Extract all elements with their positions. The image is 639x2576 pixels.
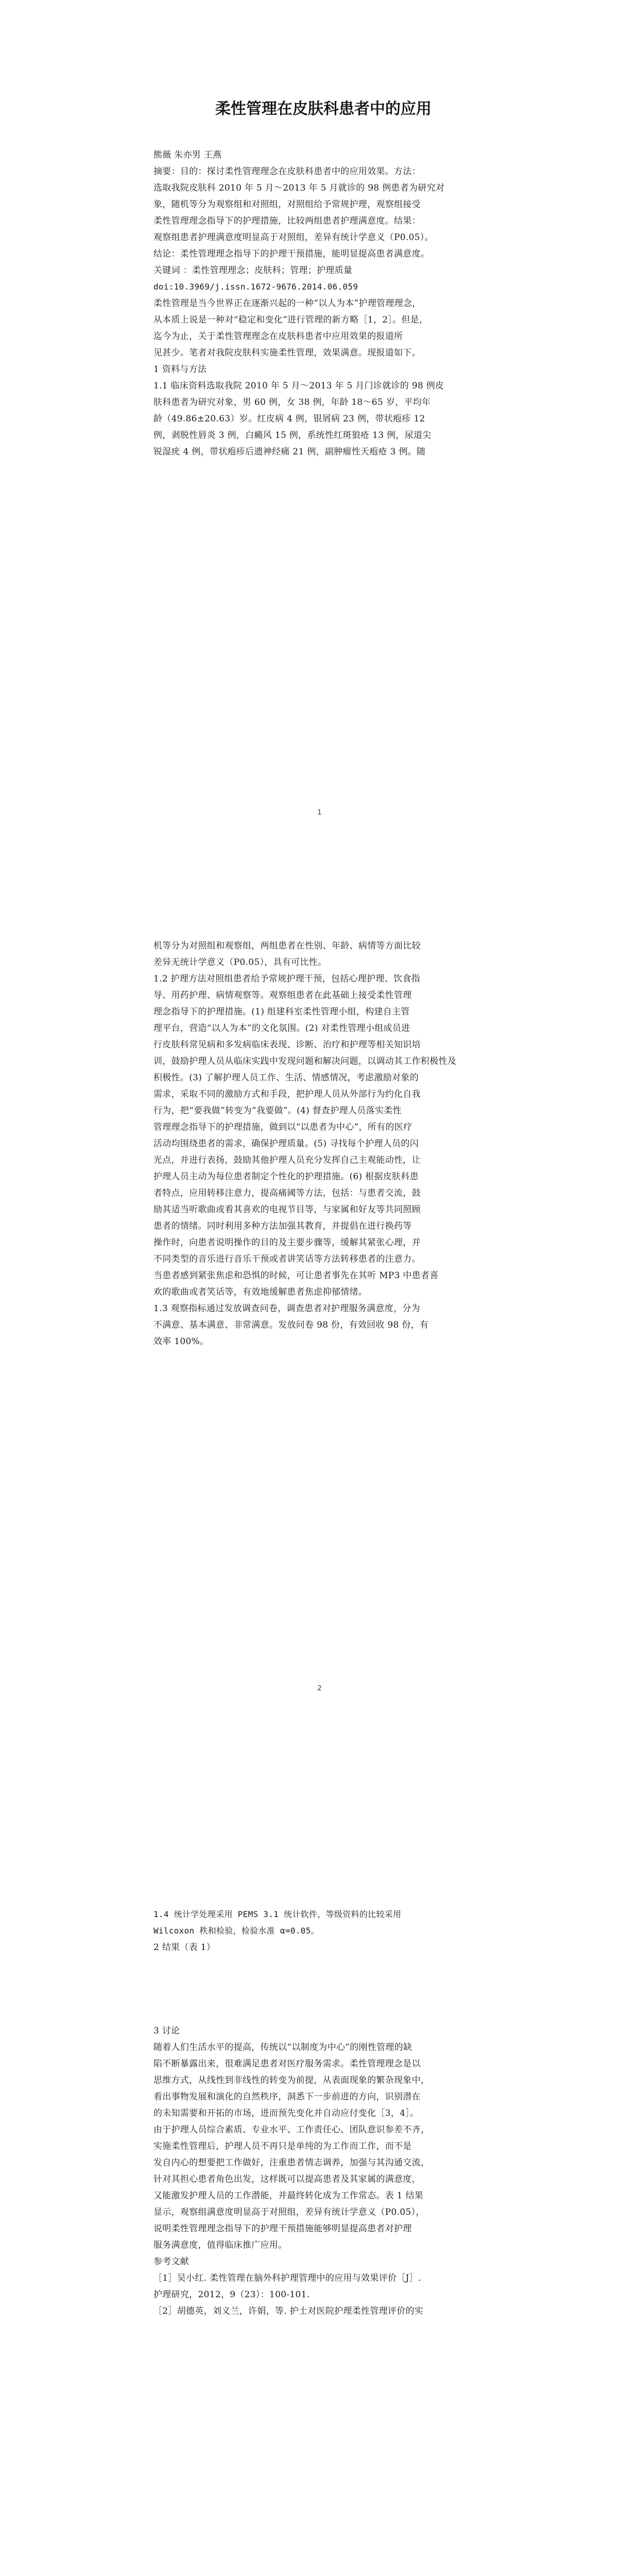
body-line: 光点，并进行表扬，鼓励其他护理人员充分发挥自己主观能动性，让 (153, 1155, 421, 1165)
section-1-1 (153, 378, 493, 460)
references-heading: 参考文献 (153, 2257, 189, 2267)
body-line: 的未知需要和开拓的市场，进而预先变化并自动应付变化［3，4］。 (153, 2108, 419, 2119)
body-line: 陷不断暴露出来，很难满足患者对医疗服务需求。柔性管理理念是以 (153, 2059, 421, 2069)
body-line: 服务满意度，值得临床推广应用。 (153, 2240, 287, 2250)
section-1-3 (153, 1300, 493, 1350)
body-line: Wilcoxon 秩和检验，检验水准 α=0.05。 (153, 1926, 319, 1936)
body-line: 随着人们生活水平的提高，传统以“以制度为中心”的刚性管理的缺 (153, 2042, 412, 2053)
body-line: 发自内心的想要把工作做好，注重患者情志调养，加强与其沟通交流， (153, 2158, 430, 2168)
reference-line: ［2］胡德英，刘义兰，许娟，等. 护士对医院护理柔性管理评价的实 (153, 2306, 424, 2316)
body-line: 说明柔性管理理念指导下的护理干预措施能够明显提高患者对护理 (153, 2224, 412, 2234)
page-1-body (153, 147, 493, 460)
body-line: 1.4 统计学处理采用 PEMS 3.1 统计软件，等级资料的比较采用 (153, 1909, 402, 1919)
page-2-body (153, 938, 493, 1350)
reference-line: ［1］吴小红. 柔性管理在脑外科护理管理中的应用与效果评价［J］. (153, 2273, 421, 2283)
body-line: 行为，把“要我做”转变为“我要做”。(4) 督查护理人员落实柔性 (153, 1106, 402, 1116)
body-line: 实施柔性管理后，护理人员不再只是单纯的为工作而工作，而不是 (153, 2141, 412, 2151)
page-3 (0, 1752, 639, 2576)
paper-title: 柔性管理在皮肤科患者中的应用 (215, 100, 431, 118)
body-line: 训，鼓励护理人员从临床实践中发现问题和解决问题，以调动其工作积极性及 (153, 1056, 457, 1066)
body-line: 需求，采取不同的激励方式和手段，把护理人员从外部行为约化自我 (153, 1089, 421, 1099)
section-1-4 (153, 1906, 493, 1939)
body-line: 1.1 临床资料选取我院 2010 年 5 月～2013 年 5 月门诊就诊的 98 例皮 (153, 381, 444, 391)
body-line: 针对其担心患者角色出发，这样既可以提高患者及其家属的满意度， (153, 2174, 421, 2184)
body-line: 理念指导下的护理措施。(1) 组建科室柔性管理小组，构建自主管 (153, 1007, 410, 1017)
abstract-line: 摘要：目的：探讨柔性管理理念在皮肤科患者中的应用效果。方法： (153, 166, 421, 177)
intro-line: 柔性管理是当今世界正在逐渐兴起的一种“以人为本”护理管理理念， (153, 298, 421, 309)
body-line: 1.2 护理方法对照组患者给予常规护理干预，包括心理护理、饮食指 (153, 974, 421, 984)
body-line: 肤科患者为研究对象，男 60 例，女 38 例，年龄 18～65 岁，平均年 (153, 397, 431, 408)
body-line: 患者的情绪。同时利用多种方法加强其教育，并提倡在进行换药等 (153, 1221, 412, 1231)
body-line: 显示，观察组满意度明显高于对照组，差异有统计学意义（P0.05）， (153, 2207, 425, 2217)
body-line: 龄（49.86±20.63）岁。红皮病 4 例，银屑病 23 例，带状疱疹 12 (153, 414, 425, 424)
intro-line: 见甚少。笔者对我院皮肤科实施柔性管理，效果满意。现报道如下。 (153, 348, 421, 358)
section-heading-methods: 1 资料与方法 (153, 364, 207, 375)
reference-line: 护理研究，2012，9（23）：100-101. (153, 2290, 310, 2300)
body-line: 机等分为对照组和观察组，两组患者在性别、年龄、病情等方面比较 (153, 941, 421, 951)
body-line: 理平台，营造“以人为本”的文化氛围。(2) 对柔性管理小组成员进 (153, 1023, 410, 1033)
body-line: 导、用药护理、病情观察等。观察组患者在此基础上接受柔性管理 (153, 990, 412, 1001)
authors: 熊薇 朱亦男 王燕 (153, 150, 222, 160)
abstract (153, 163, 493, 262)
page-number: 2 (317, 1685, 322, 1692)
body-line: 活动均围绕患者的需求，确保护理质量。(5) 寻找每个护理人员的闪 (153, 1139, 419, 1149)
body-line: 又能激发护理人员的工作潜能，并最终转化成为工作常态。表 1 结果 (153, 2191, 424, 2201)
body-line: 积极性。(3) 了解护理人员工作、生活、情感情况，考虑激励对象的 (153, 1073, 419, 1083)
page-number: 1 (317, 809, 322, 817)
section-1-2 (153, 971, 493, 1300)
abstract-line: 观察组患者护理满意度明显高于对照组，差异有统计学意义（P0.05）。 (153, 232, 434, 243)
body-line: 1.3 观察指标通过发放调查问卷，调查患者对护理服务满意度，分为 (153, 1303, 421, 1314)
body-line: 锐湿疣 4 例，带状疱疹后遗神经痛 21 例，副肿瘤性天疱疮 3 例。随 (153, 447, 426, 457)
body-line: 由于护理人员综合素质、专业水平、工作责任心、团队意识参差不齐， (153, 2125, 430, 2135)
references (153, 2270, 493, 2319)
body-line: 当患者感到紧张焦虑和恐惧的时候，可让患者事先在其听 MP3 中患者喜 (153, 1270, 439, 1281)
body-line: 励其适当听歌曲或看其喜欢的电视节目等，与家属和好友等共同照顾 (153, 1205, 421, 1215)
body-line: 思维方式，从线性到非线性的转变为前提，从表面现象的繁杂现象中， (153, 2075, 430, 2086)
section-heading-discussion: 3 讨论 (153, 2026, 180, 2036)
section-heading-results: 2 结果（表 1） (153, 1942, 216, 1953)
abstract-line: 柔性管理理念指导下的护理措施，比较两组患者护理满意度。结果： (153, 216, 421, 226)
body-line: 效率 100%。 (153, 1336, 209, 1347)
page-1 (0, 0, 639, 876)
abstract-line: 选取我院皮肤科 2010 年 5 月～2013 年 5 月就诊的 98 例患者为研究对 (153, 183, 445, 193)
body-line: 例，剥脱性唇炎 3 例，白癜风 15 例，系统性红斑狼疮 13 例，尿道尖 (153, 430, 431, 440)
body-line: 者特点，应用转移注意力，提高痛阈等方法，包括：与患者交流，鼓 (153, 1188, 421, 1198)
body-line: 操作时，向患者说明操作的目的及主要步骤等，缓解其紧张心理，并 (153, 1238, 421, 1248)
body-line: 不同类型的音乐进行音乐干预或者讲笑话等方法转移患者的注意力。 (153, 1254, 421, 1264)
body-line: 看出事物发展和演化的自然秩序，洞悉下一步前进的方向，识别潜在 (153, 2092, 421, 2102)
abstract-line: 象，随机等分为观察组和对照组，对照组给予常规护理，观察组接受 (153, 199, 421, 210)
doi: doi:10.3969/j.issn.1672-9676.2014.06.059 (153, 282, 358, 292)
body-line: 行皮肤科常见病和多发病临床表现、诊断、治疗和护理等相关知识培 (153, 1040, 421, 1050)
body-line: 管理理念指导下的护理措施，做到以“以患者为中心”，所有的医疗 (153, 1122, 412, 1132)
intro-line: 从本质上说是一种对“稳定和变化”进行管理的新方略［1，2］。但是， (153, 315, 428, 325)
body-line: 差异无统计学意义（P0.05），具有可比性。 (153, 957, 327, 968)
body-line: 护理人员主动为每位患者制定个性化的护理措施。(6) 根据皮肤科患 (153, 1172, 419, 1182)
page-2 (0, 876, 639, 1752)
body-line: 不满意、基本满意、非常满意。发放问卷 98 份，有效回收 98 份，有 (153, 1320, 429, 1330)
body-line: 欢的歌曲或者笑话等，有效地缓解患者焦虑抑郁情绪。 (153, 1287, 368, 1297)
introduction (153, 295, 493, 361)
page-3-body (153, 1906, 493, 2319)
discussion (153, 2039, 493, 2253)
abstract-line: 结论：柔性管理理念指导下的护理干预措施，能明显提高患者满意度。 (153, 249, 430, 259)
intro-line: 迄今为止，关于柔性管理理念在皮肤科患者中应用效果的报道所 (153, 331, 403, 342)
keywords: 关键词 ：柔性管理理念；皮肤科；管理；护理质量 (153, 265, 353, 276)
